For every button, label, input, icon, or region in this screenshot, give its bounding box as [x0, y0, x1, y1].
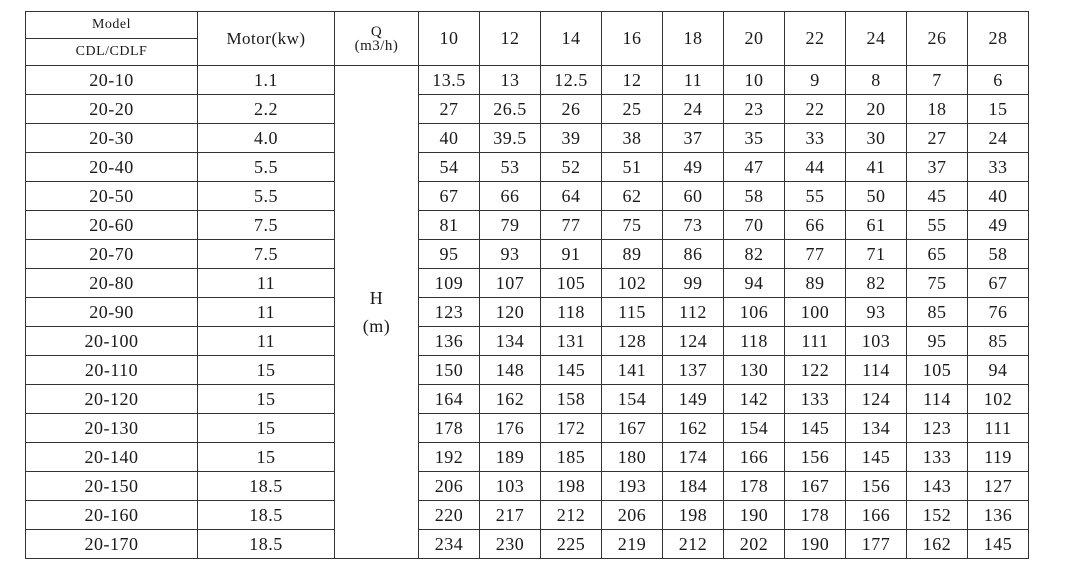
motor-cell: 11	[198, 327, 335, 356]
head-value-cell: 51	[602, 153, 663, 182]
model-cell: 20-130	[26, 414, 198, 443]
motor-cell: 15	[198, 385, 335, 414]
table-row	[26, 472, 1029, 501]
head-value-cell: 12	[602, 66, 663, 95]
head-value-cell: 33	[785, 124, 846, 153]
head-value-cell: 115	[602, 298, 663, 327]
head-value-cell: 13.5	[419, 66, 480, 95]
head-value-cell: 114	[846, 356, 907, 385]
head-value-cell: 189	[480, 443, 541, 472]
head-value-cell: 94	[724, 269, 785, 298]
head-value-cell: 15	[968, 95, 1029, 124]
head-value-cell: 166	[846, 501, 907, 530]
motor-cell: 11	[198, 269, 335, 298]
table-row	[26, 153, 1029, 182]
head-value-cell: 76	[968, 298, 1029, 327]
model-header	[26, 12, 198, 66]
head-value-cell: 190	[724, 501, 785, 530]
head-value-cell: 176	[480, 414, 541, 443]
table-row	[26, 211, 1029, 240]
head-value-cell: 58	[724, 182, 785, 211]
head-value-cell: 66	[480, 182, 541, 211]
head-value-cell: 141	[602, 356, 663, 385]
table-row	[26, 414, 1029, 443]
head-value-cell: 162	[907, 530, 968, 559]
head-value-cell: 156	[785, 443, 846, 472]
head-value-cell: 172	[541, 414, 602, 443]
head-value-cell: 198	[541, 472, 602, 501]
flow-column-header: 16	[602, 12, 663, 66]
head-value-cell: 180	[602, 443, 663, 472]
head-value-cell: 8	[846, 66, 907, 95]
head-value-cell: 112	[663, 298, 724, 327]
head-value-cell: 26	[541, 95, 602, 124]
head-value-cell: 86	[663, 240, 724, 269]
head-value-cell: 102	[968, 385, 1029, 414]
model-header-label: Model	[26, 12, 197, 39]
head-value-cell: 18	[907, 95, 968, 124]
motor-cell: 7.5	[198, 211, 335, 240]
flow-column-header: 28	[968, 12, 1029, 66]
head-value-cell: 118	[724, 327, 785, 356]
head-value-cell: 145	[541, 356, 602, 385]
table-body	[26, 66, 1029, 559]
head-label-cell	[335, 66, 419, 559]
head-value-cell: 145	[968, 530, 1029, 559]
model-cell: 20-70	[26, 240, 198, 269]
head-value-cell: 77	[785, 240, 846, 269]
head-value-cell: 136	[419, 327, 480, 356]
model-cell: 20-170	[26, 530, 198, 559]
head-value-cell: 58	[968, 240, 1029, 269]
head-value-cell: 178	[419, 414, 480, 443]
head-value-cell: 24	[663, 95, 724, 124]
head-value-cell: 62	[602, 182, 663, 211]
head-value-cell: 91	[541, 240, 602, 269]
head-value-cell: 212	[663, 530, 724, 559]
head-value-cell: 190	[785, 530, 846, 559]
head-value-cell: 55	[907, 211, 968, 240]
head-value-cell: 184	[663, 472, 724, 501]
head-value-cell: 202	[724, 530, 785, 559]
head-value-cell: 37	[663, 124, 724, 153]
motor-cell: 18.5	[198, 501, 335, 530]
flow-unit: (m3/h)	[354, 37, 399, 54]
head-value-cell: 128	[602, 327, 663, 356]
table-row	[26, 240, 1029, 269]
head-value-cell: 158	[541, 385, 602, 414]
head-value-cell: 20	[846, 95, 907, 124]
table-row	[26, 327, 1029, 356]
motor-cell: 1.1	[198, 66, 335, 95]
head-value-cell: 142	[724, 385, 785, 414]
head-value-cell: 13	[480, 66, 541, 95]
head-value-cell: 11	[663, 66, 724, 95]
head-value-cell: 27	[419, 95, 480, 124]
head-value-cell: 148	[480, 356, 541, 385]
head-value-cell: 89	[785, 269, 846, 298]
head-value-cell: 100	[785, 298, 846, 327]
motor-cell: 11	[198, 298, 335, 327]
motor-cell: 15	[198, 443, 335, 472]
model-cell: 20-50	[26, 182, 198, 211]
table-row	[26, 95, 1029, 124]
head-value-cell: 178	[785, 501, 846, 530]
head-value-cell: 123	[907, 414, 968, 443]
head-value-cell: 145	[846, 443, 907, 472]
head-value-cell: 105	[541, 269, 602, 298]
head-value-cell: 111	[968, 414, 1029, 443]
head-value-cell: 167	[785, 472, 846, 501]
motor-cell: 4.0	[198, 124, 335, 153]
head-value-cell: 26.5	[480, 95, 541, 124]
head-value-cell: 77	[541, 211, 602, 240]
head-value-cell: 103	[846, 327, 907, 356]
head-value-cell: 150	[419, 356, 480, 385]
head-value-cell: 154	[724, 414, 785, 443]
table-row	[26, 501, 1029, 530]
table-row	[26, 356, 1029, 385]
head-value-cell: 82	[724, 240, 785, 269]
head-value-cell: 166	[724, 443, 785, 472]
head-value-cell: 118	[541, 298, 602, 327]
head-value-cell: 162	[480, 385, 541, 414]
head-value-cell: 122	[785, 356, 846, 385]
head-value-cell: 198	[663, 501, 724, 530]
head-value-cell: 93	[846, 298, 907, 327]
head-value-cell: 106	[724, 298, 785, 327]
head-symbol: H	[369, 288, 384, 308]
head-value-cell: 178	[724, 472, 785, 501]
motor-cell: 5.5	[198, 182, 335, 211]
head-value-cell: 81	[419, 211, 480, 240]
head-value-cell: 55	[785, 182, 846, 211]
pump-performance-table	[25, 11, 1029, 559]
flow-column-header: 22	[785, 12, 846, 66]
model-cell: 20-110	[26, 356, 198, 385]
head-value-cell: 111	[785, 327, 846, 356]
table-row	[26, 443, 1029, 472]
head-value-cell: 6	[968, 66, 1029, 95]
head-value-cell: 167	[602, 414, 663, 443]
motor-cell: 2.2	[198, 95, 335, 124]
head-value-cell: 85	[968, 327, 1029, 356]
head-value-cell: 67	[968, 269, 1029, 298]
head-value-cell: 7	[907, 66, 968, 95]
head-value-cell: 131	[541, 327, 602, 356]
head-value-cell: 82	[846, 269, 907, 298]
head-value-cell: 123	[419, 298, 480, 327]
flow-symbol: Q	[370, 23, 383, 40]
head-value-cell: 162	[663, 414, 724, 443]
motor-cell: 5.5	[198, 153, 335, 182]
head-value-cell: 53	[480, 153, 541, 182]
head-value-cell: 38	[602, 124, 663, 153]
motor-cell: 7.5	[198, 240, 335, 269]
head-value-cell: 70	[724, 211, 785, 240]
head-value-cell: 103	[480, 472, 541, 501]
motor-cell: 15	[198, 414, 335, 443]
head-value-cell: 39	[541, 124, 602, 153]
model-cell: 20-80	[26, 269, 198, 298]
motor-cell: 18.5	[198, 472, 335, 501]
head-value-cell: 119	[968, 443, 1029, 472]
head-value-cell: 45	[907, 182, 968, 211]
head-value-cell: 39.5	[480, 124, 541, 153]
table-row	[26, 66, 1029, 95]
head-value-cell: 40	[419, 124, 480, 153]
head-unit: (m)	[362, 316, 391, 336]
head-value-cell: 94	[968, 356, 1029, 385]
model-cell: 20-20	[26, 95, 198, 124]
model-cell: 20-10	[26, 66, 198, 95]
head-value-cell: 193	[602, 472, 663, 501]
head-value-cell: 95	[419, 240, 480, 269]
head-value-cell: 156	[846, 472, 907, 501]
head-value-cell: 145	[785, 414, 846, 443]
table-row	[26, 182, 1029, 211]
head-value-cell: 114	[907, 385, 968, 414]
flow-column-header: 10	[419, 12, 480, 66]
head-value-cell: 67	[419, 182, 480, 211]
head-value-cell: 192	[419, 443, 480, 472]
head-value-cell: 44	[785, 153, 846, 182]
head-value-cell: 124	[663, 327, 724, 356]
head-value-cell: 124	[846, 385, 907, 414]
head-value-cell: 54	[419, 153, 480, 182]
model-cell: 20-120	[26, 385, 198, 414]
head-value-cell: 41	[846, 153, 907, 182]
head-value-cell: 9	[785, 66, 846, 95]
head-value-cell: 95	[907, 327, 968, 356]
head-value-cell: 134	[846, 414, 907, 443]
head-value-cell: 152	[907, 501, 968, 530]
head-value-cell: 177	[846, 530, 907, 559]
model-cell: 20-160	[26, 501, 198, 530]
head-value-cell: 73	[663, 211, 724, 240]
flow-column-header: 18	[663, 12, 724, 66]
head-value-cell: 10	[724, 66, 785, 95]
head-value-cell: 137	[663, 356, 724, 385]
flow-rate-header	[335, 12, 419, 66]
head-value-cell: 230	[480, 530, 541, 559]
head-value-cell: 64	[541, 182, 602, 211]
head-value-cell: 185	[541, 443, 602, 472]
header-row	[26, 12, 1029, 66]
head-value-cell: 30	[846, 124, 907, 153]
head-value-cell: 102	[602, 269, 663, 298]
head-value-cell: 130	[724, 356, 785, 385]
pump-performance-table-container	[25, 11, 1029, 559]
flow-column-header: 24	[846, 12, 907, 66]
head-value-cell: 99	[663, 269, 724, 298]
head-value-cell: 22	[785, 95, 846, 124]
head-value-cell: 143	[907, 472, 968, 501]
head-value-cell: 61	[846, 211, 907, 240]
motor-cell: 15	[198, 356, 335, 385]
head-value-cell: 25	[602, 95, 663, 124]
head-value-cell: 12.5	[541, 66, 602, 95]
head-value-cell: 219	[602, 530, 663, 559]
flow-column-header: 20	[724, 12, 785, 66]
model-cell: 20-30	[26, 124, 198, 153]
head-value-cell: 33	[968, 153, 1029, 182]
model-cell: 20-150	[26, 472, 198, 501]
model-cell: 20-60	[26, 211, 198, 240]
head-value-cell: 66	[785, 211, 846, 240]
model-series-label: CDL/CDLF	[75, 44, 148, 59]
table-row	[26, 530, 1029, 559]
model-cell: 20-90	[26, 298, 198, 327]
head-value-cell: 105	[907, 356, 968, 385]
head-value-cell: 47	[724, 153, 785, 182]
head-value-cell: 35	[724, 124, 785, 153]
head-value-cell: 212	[541, 501, 602, 530]
head-value-cell: 120	[480, 298, 541, 327]
head-value-cell: 133	[907, 443, 968, 472]
head-value-cell: 134	[480, 327, 541, 356]
head-value-cell: 154	[602, 385, 663, 414]
motor-header: Motor(kw)	[198, 12, 335, 66]
head-value-cell: 40	[968, 182, 1029, 211]
head-value-cell: 75	[907, 269, 968, 298]
flow-column-header: 14	[541, 12, 602, 66]
flow-column-header: 26	[907, 12, 968, 66]
model-cell: 20-100	[26, 327, 198, 356]
head-value-cell: 85	[907, 298, 968, 327]
head-value-cell: 217	[480, 501, 541, 530]
head-value-cell: 71	[846, 240, 907, 269]
model-cell: 20-140	[26, 443, 198, 472]
head-value-cell: 24	[968, 124, 1029, 153]
head-value-cell: 225	[541, 530, 602, 559]
head-value-cell: 206	[602, 501, 663, 530]
flow-column-header: 12	[480, 12, 541, 66]
head-value-cell: 23	[724, 95, 785, 124]
head-value-cell: 37	[907, 153, 968, 182]
head-value-cell: 52	[541, 153, 602, 182]
table-row	[26, 385, 1029, 414]
head-value-cell: 93	[480, 240, 541, 269]
head-value-cell: 50	[846, 182, 907, 211]
head-value-cell: 234	[419, 530, 480, 559]
head-value-cell: 149	[663, 385, 724, 414]
head-value-cell: 164	[419, 385, 480, 414]
head-value-cell: 127	[968, 472, 1029, 501]
table-row	[26, 298, 1029, 327]
head-value-cell: 49	[663, 153, 724, 182]
head-value-cell: 65	[907, 240, 968, 269]
head-value-cell: 220	[419, 501, 480, 530]
head-value-cell: 174	[663, 443, 724, 472]
table-row	[26, 269, 1029, 298]
model-cell: 20-40	[26, 153, 198, 182]
head-value-cell: 133	[785, 385, 846, 414]
motor-cell: 18.5	[198, 530, 335, 559]
head-value-cell: 89	[602, 240, 663, 269]
head-value-cell: 60	[663, 182, 724, 211]
head-value-cell: 136	[968, 501, 1029, 530]
head-value-cell: 75	[602, 211, 663, 240]
head-value-cell: 107	[480, 269, 541, 298]
table-row	[26, 124, 1029, 153]
head-value-cell: 109	[419, 269, 480, 298]
head-value-cell: 79	[480, 211, 541, 240]
head-value-cell: 27	[907, 124, 968, 153]
head-value-cell: 49	[968, 211, 1029, 240]
head-value-cell: 206	[419, 472, 480, 501]
